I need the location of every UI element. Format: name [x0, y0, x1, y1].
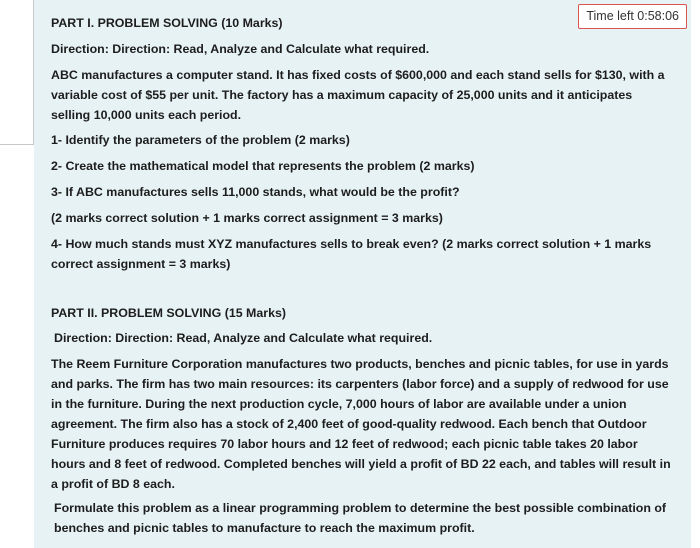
part1-question-3-marks: (2 marks correct solution + 1 marks correct assignment = 3 marks) — [51, 211, 443, 225]
part2-direction: Direction: Direction: Read, Analyze and Calculate what required. — [54, 331, 433, 345]
time-left-indicator: Time left 0:58:06 — [578, 4, 687, 29]
part1-question-3: 3- If ABC manufactures sells 11,000 stands, what would be the profit? — [51, 185, 460, 199]
question-content — [34, 0, 691, 548]
part1-question-1: 1- Identify the parameters of the problem (2 marks) — [51, 133, 350, 147]
part2-heading: PART II. PROBLEM SOLVING (15 Marks) — [51, 306, 286, 320]
part1-question-4: 4- How much stands must XYZ manufactures sells to break even? (2 marks correct solution + 1 marks correct assignment = 3 marks) — [51, 237, 652, 271]
part1-heading: PART I. PROBLEM SOLVING (10 Marks) — [51, 16, 283, 30]
left-panel-edge — [0, 0, 34, 145]
part2-task: Formulate this problem as a linear programming problem to determine the best possible combination of benches and picnic tables to manufacture to reach the maximum profit. — [54, 501, 667, 535]
part2-problem: The Reem Furniture Corporation manufactures two products, benches and picnic tables, for use in yards and parks. The firm has two main resources: its carpenters (labor force) and a supply of redwood for use in the furniture. During the next production cycle, 7,000 hours of labor are available under a union agreement. The firm also has a stock of 2,400 feet of good-quality redwood. Each bench that Outdoor Furniture produces requires 70 labor hours and 12 feet of redwood; each picnic table takes 20 labor hours and 8 feet of redwood. Completed benches will yield a profit of BD 22 each, and tables will result in a profit of BD 8 each. — [51, 357, 671, 491]
part1-direction: Direction: Direction: Read, Analyze and Calculate what required. — [51, 42, 430, 56]
part1-question-2: 2- Create the mathematical model that represents the problem (2 marks) — [51, 159, 475, 173]
part1-problem: ABC manufactures a computer stand. It has fixed costs of $600,000 and each stand sells for $130, with a variable cost of $55 per unit. The factory has a maximum capacity of 25,000 units and it anticipates selling 10,000 units each period. — [51, 68, 665, 122]
